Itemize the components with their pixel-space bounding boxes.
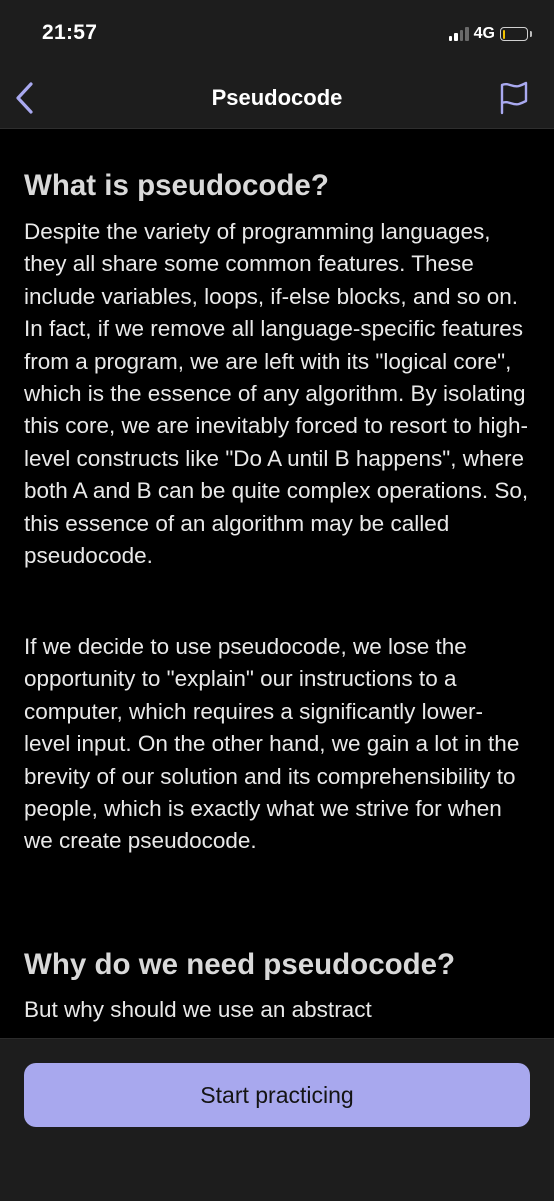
flag-icon (498, 81, 530, 115)
status-indicators (449, 24, 528, 44)
cellular-signal-icon (449, 27, 469, 41)
network-type: 4G (473, 25, 495, 42)
start-practicing-button[interactable]: Start practicing (24, 1063, 530, 1127)
page-title: Pseudocode (211, 85, 343, 110)
status-time: 21:57 (42, 21, 98, 44)
bottom-action-bar (0, 1038, 554, 1201)
paragraph: But why should we use an abstract (24, 997, 372, 1022)
section-heading: What is pseudocode? (24, 169, 329, 202)
battery-icon (500, 27, 528, 41)
section-heading: Why do we need pseudocode? (24, 948, 456, 981)
paragraph: Despite the variety of programming languages, they all share some common features. These include variables, loops, if-else blocks, and so on. In fact, if we remove all language-specific features from a program, we are left with its "logical core", which is the essence of any algorithm. By isolating this core, we are inevitably forced to resort to high-level constructs like "Do A until B happens", where both A and B can be quite complex operations. So, this essence of an algorithm may be called pseudocode. (24, 219, 529, 569)
report-flag-button[interactable] (496, 80, 532, 116)
paragraph: If we decide to use pseudocode, we lose the opportunity to "explain" our instructions to a computer, which requires a significantly lower-level input. On the other hand, we gain a lot in the brevity of our solution and its comprehensibility to people, which is exactly what we strive for when we create pseudocode. (24, 634, 520, 854)
top-bar (0, 0, 554, 129)
